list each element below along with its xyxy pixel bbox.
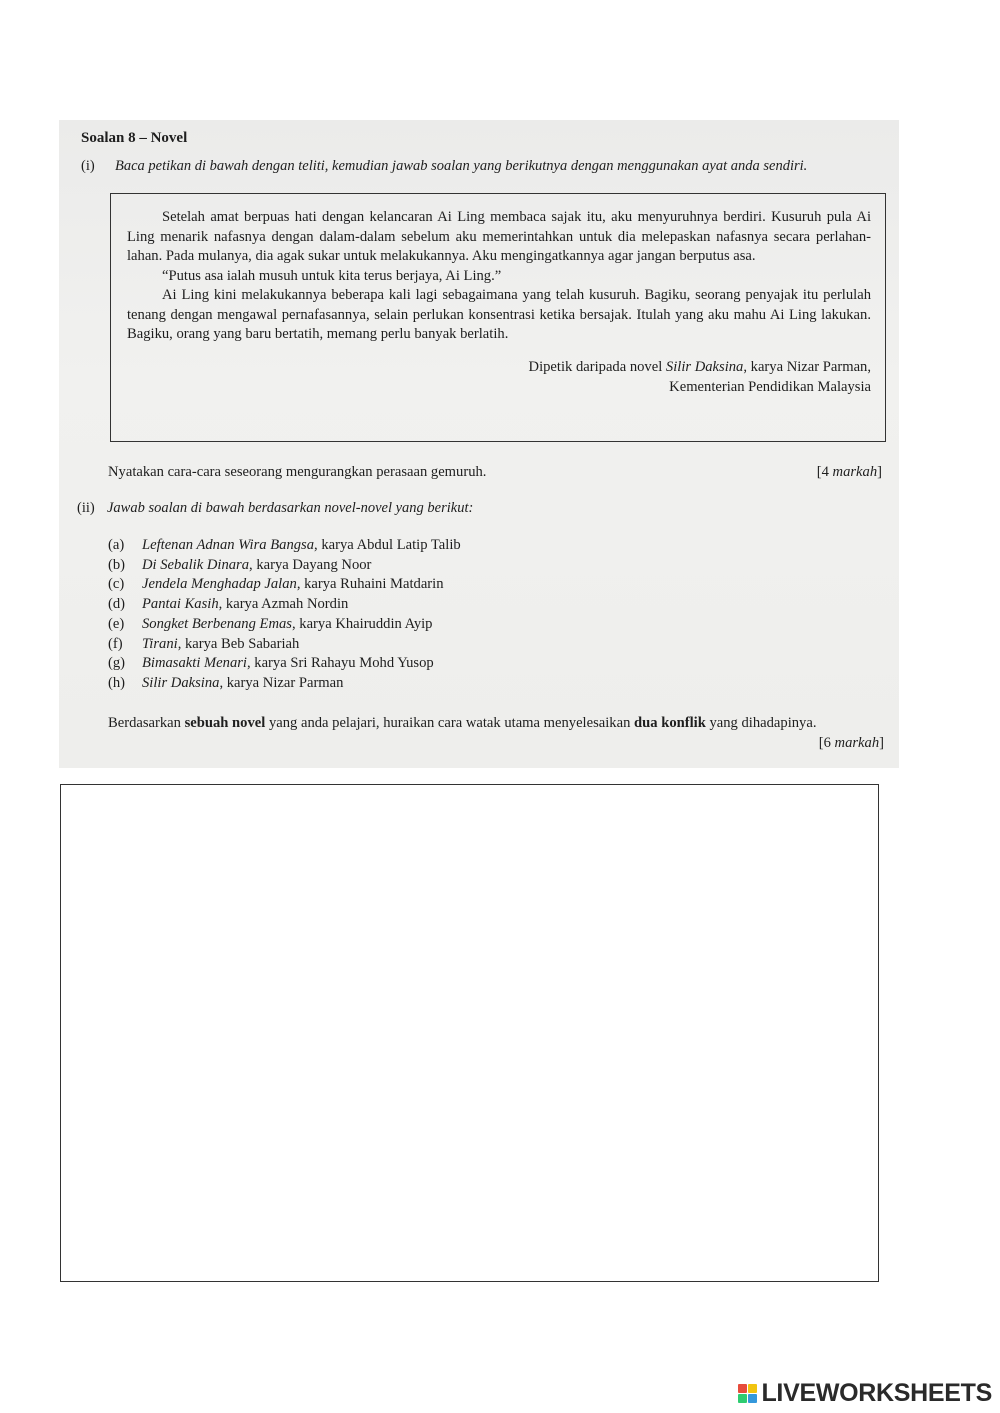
novel-item: (a) Leftenan Adnan Wira Bangsa, karya Abdul Latip Talib [108,537,461,553]
novel-item: (b) Di Sebalik Dinara, karya Dayang Noor [108,556,372,573]
question-1 [108,464,882,481]
question-2-bold-1: sebuah novel [184,715,266,731]
part-ii-instruction [77,500,473,517]
novel-list [108,536,461,694]
source-prefix: Dipetik daripada novel [528,358,666,375]
novel-item: (c) Jendela Menghadap Jalan, karya Ruhaini Matdarin [108,576,444,593]
novel-item: (g) Bimasakti Menari, karya Sri Rahayu Mohd Yusop [108,655,434,672]
liveworksheets-logo-icon [738,1384,757,1403]
passage-box [110,193,886,442]
passage-quote: “Putus asa ialah musuh untuk kita terus berjaya, Ai Ling.” [162,267,502,284]
passage-paragraph-1: Setelah amat berpuas hati dengan kelancaran Ai Ling membaca sajak itu, aku menyuruhnya berdiri. Kusuruh pula Ai Ling menarik nafasnya dengan dalam-dalam sebelum aku memerintahkan untuk dia melepaskan nafasnya secara perlahan-lahan. Pada mulanya, dia agak sukar untuk melakukannya. Aku mengingatkannya agar jangan berputus asa. [127,209,871,264]
source-title: Silir Daksina [665,358,744,375]
source-publisher: Kementerian Pendidikan Malaysia [669,378,871,395]
brand-name: LIVEWORKSHEETS [761,1378,992,1407]
part-ii-number: (ii) [77,500,95,516]
answer-text-box[interactable] [60,784,879,1282]
novel-item: (e) Songket Berbenang Emas, karya Khairuddin Ayip [108,615,433,632]
liveworksheets-brand [738,1376,992,1410]
source-suffix: , karya Nizar Parman, [743,358,871,375]
question-photo [59,120,899,768]
part-i-number: (i) [81,158,95,174]
passage-paragraph-2: Ai Ling kini melakukannya beberapa kali lagi sebagaimana yang telah kusuruh. Bagiku, seorang penyajak itu perlulah tenang dengan mengawal pernafasannya, selain perlukan konsentrasi ketika bersajak. Itulah yang aku mahu Ai Ling lakukan. Bagiku, orang yang baru bertatih, memang perlu banyak berlatih. [127,287,871,342]
question-2-bold-2: dua konflik [634,715,706,731]
part-ii-text: Jawab soalan di bawah berdasarkan novel-novel yang berikut: [107,500,474,516]
part-i-text: Baca petikan di bawah dengan teliti, kemudian jawab soalan yang berikutnya dengan menggunakan ayat anda sendiri. [115,158,808,174]
part-i-instruction [81,158,807,175]
passage-source [127,357,871,397]
question-1-marks: [4 markah] [816,464,882,480]
novel-item: (h) Silir Daksina, karya Nizar Parman [108,674,344,691]
question-2-marks: [6 markah] [818,735,884,751]
novel-item: (f) Tirani, karya Beb Sabariah [108,635,300,652]
novel-item: (d) Pantai Kasih, karya Azmah Nordin [108,596,349,613]
question-2: Berdasarkan sebuah novel yang anda pelajari, huraikan cara watak utama menyelesaikan dua konflik yang dihadapinya. [6 markah] [108,714,884,734]
question-title: Soalan 8 – Novel [81,130,188,146]
question-1-text: Nyatakan cara-cara seseorang mengurangkan perasaan gemuruh. [108,464,487,480]
